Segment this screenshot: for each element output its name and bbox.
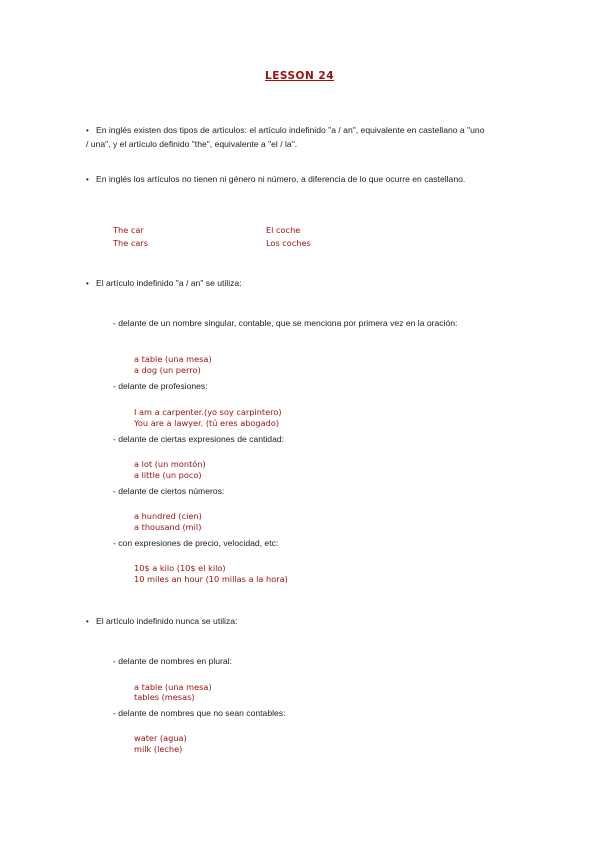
rule-text: - delante de profesiones: [113, 381, 208, 391]
example-text: a table (una mesa) [134, 682, 212, 692]
rule-text: - delante de nombres en plural: [113, 656, 232, 666]
comparison-es: El coche [266, 225, 301, 235]
bullet-icon: • [86, 279, 89, 288]
section-heading [86, 277, 242, 291]
intro-paragraph [86, 173, 486, 187]
page-title: LESSON 24 [265, 70, 334, 82]
example-text: a thousand (mil) [134, 522, 202, 532]
bullet-icon: • [86, 617, 89, 626]
example-text: I am a carpenter.(yo soy carpintero) [134, 407, 282, 417]
rule-text: - delante de ciertas expresiones de cantidad: [113, 434, 285, 444]
example-text: a lot (un montón) [134, 459, 206, 469]
example-text: water (agua) [134, 733, 187, 743]
section-heading-text: El artículo indefinido nunca se utiliza: [96, 616, 238, 626]
rule-text: - delante de un nombre singular, contable, que se menciona por primera vez en la oración: [113, 318, 458, 328]
section-heading-text: El artículo indefinido "a / an" se utiliza: [96, 278, 242, 288]
example-text: milk (leche) [134, 744, 183, 754]
example-text: 10 miles an hour (10 millas a la hora) [134, 574, 288, 584]
section-heading [86, 615, 237, 629]
example-text: a table (una mesa) [134, 354, 212, 364]
bullet-icon: • [86, 175, 89, 184]
comparison-es: Los coches [266, 238, 311, 248]
comparison-en: The car [113, 225, 144, 235]
example-text: a dog (un perro) [134, 365, 201, 375]
comparison-en: The cars [113, 238, 148, 248]
intro-text: En inglés los artículos no tienen ni género ni número, a diferencia de lo que ocurre en castellano. [96, 174, 466, 184]
example-text: tables (mesas) [134, 692, 195, 702]
rule-text: - delante de ciertos números: [113, 486, 225, 496]
bullet-icon: • [86, 126, 89, 135]
example-text: a hundred (cien) [134, 511, 202, 521]
intro-text: En inglés existen dos tipos de artículos: el artículo indefinido "a / an", equivalente en castellano a "uno / una", y el artículo definido "the", equivalente a "el / la". [86, 125, 485, 149]
example-text: 10$ a kilo (10$ el kilo) [134, 563, 226, 573]
rule-text: - delante de nombres que no sean contables: [113, 708, 286, 718]
example-text: a little (un poco) [134, 470, 202, 480]
rule-text: - con expresiones de precio, velocidad, etc: [113, 538, 279, 548]
intro-paragraph [86, 124, 486, 150]
example-text: You are a lawyer. (tú eres abogado) [134, 418, 280, 428]
